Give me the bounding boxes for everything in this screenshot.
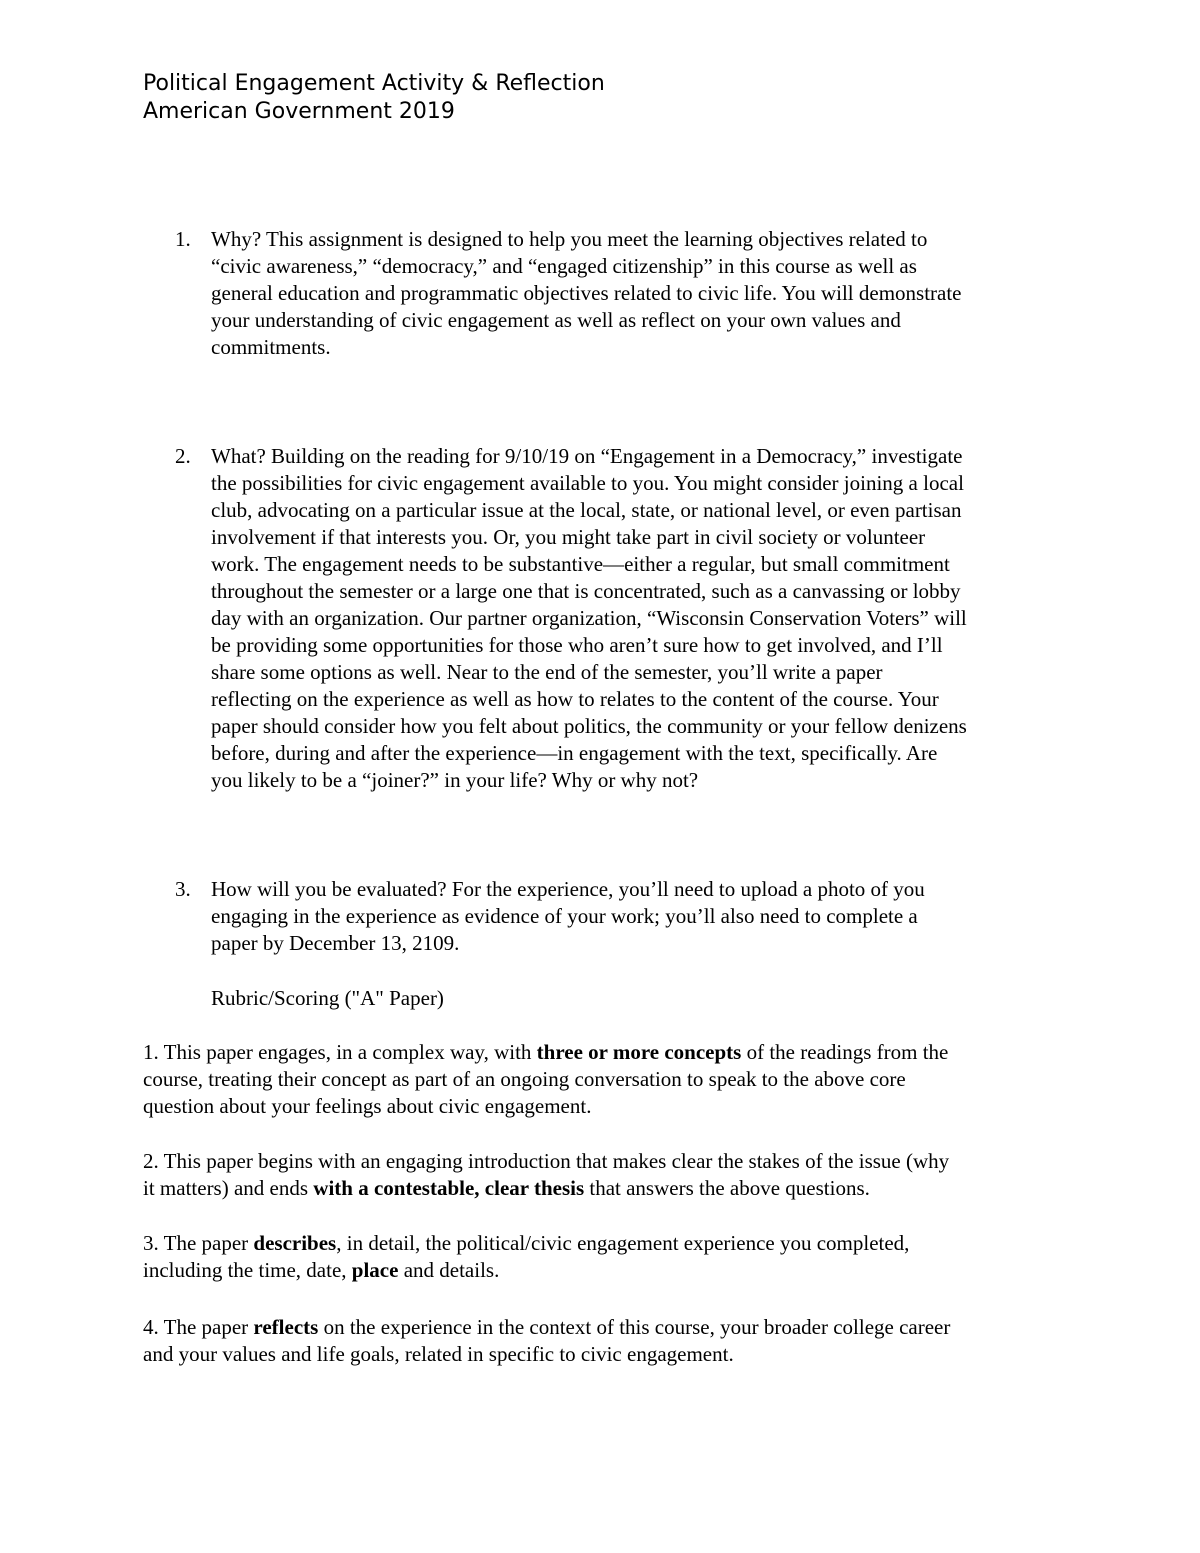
text-line: How will you be evaluated? For the experience, you’ll need to upload a photo of you	[211, 877, 925, 901]
text-segment: , in detail, the political/civic engagement experience you completed,	[336, 1231, 910, 1255]
text-line: the possibilities for civic engagement available to you. You might consider joining a local	[211, 471, 964, 495]
text-segment: including the time, date,	[143, 1258, 352, 1282]
text-line	[143, 1257, 1103, 1284]
emphasis-text: reflects	[253, 1315, 319, 1339]
text-line: general education and programmatic objectives related to civic life. You will demonstrate	[211, 281, 962, 305]
rubric-criterion	[143, 1039, 1103, 1120]
text-line: Why? This assignment is designed to help you meet the learning objectives related to	[211, 227, 928, 251]
text-line: before, during and after the experience—in engagement with the text, specifically. Are	[211, 741, 938, 765]
text-line: work. The engagement needs to be substantive—either a regular, but small commitment	[211, 552, 950, 576]
text-line: paper by December 13, 2109.	[211, 931, 460, 955]
list-item-text	[211, 876, 1075, 957]
text-line: day with an organization. Our partner organization, “Wisconsin Conservation Voters” will	[211, 606, 967, 630]
emphasis-text: three or more concepts	[536, 1040, 742, 1064]
text-line: be providing some opportunities for those who aren’t sure how to get involved, and I’ll	[211, 633, 943, 657]
text-segment: it matters) and ends	[143, 1176, 314, 1200]
text-line	[143, 1039, 1103, 1066]
text-line	[143, 1175, 1103, 1202]
rubric-criterion	[143, 1148, 1103, 1202]
text-line	[143, 1314, 1103, 1341]
list-item-number: 1.	[175, 227, 191, 251]
text-line: paper should consider how you felt about politics, the community or your fellow denizens	[211, 714, 967, 738]
text-line: share some options as well. Near to the end of the semester, you’ll write a paper	[211, 660, 883, 684]
text-line: and your values and life goals, related in specific to civic engagement.	[143, 1342, 734, 1366]
text-line: your understanding of civic engagement as well as reflect on your own values and	[211, 308, 901, 332]
text-line: What? Building on the reading for 9/10/19 on “Engagement in a Democracy,” investigate	[211, 444, 963, 468]
rubric-criterion	[143, 1314, 1103, 1368]
text-line: question about your feelings about civic engagement.	[143, 1094, 592, 1118]
text-segment: 1. This paper engages, in a complex way, with	[143, 1040, 537, 1064]
text-line: “civic awareness,” “democracy,” and “engaged citizenship” in this course as well as	[211, 254, 917, 278]
document-subtitle: American Government 2019	[143, 99, 455, 124]
text-segment: that answers the above questions.	[584, 1176, 870, 1200]
emphasis-text: describes	[253, 1231, 337, 1255]
emphasis-text: with a contestable, clear thesis	[313, 1176, 585, 1200]
emphasis-text: place	[351, 1258, 399, 1282]
text-line: course, treating their concept as part of an ongoing conversation to speak to the above core	[143, 1067, 906, 1091]
rubric-heading: Rubric/Scoring ("A" Paper)	[211, 986, 444, 1010]
text-segment: of the readings from the	[741, 1040, 949, 1064]
list-item-number: 2.	[175, 444, 191, 468]
text-line: reflecting on the experience as well as how to relates to the content of the course. Your	[211, 687, 939, 711]
text-line: involvement if that interests you. Or, you might take part in civil society or volunteer	[211, 525, 926, 549]
text-line: engaging in the experience as evidence of your work; you’ll also need to complete a	[211, 904, 918, 928]
text-segment: on the experience in the context of this course, your broader college career	[318, 1315, 951, 1339]
text-line: club, advocating on a particular issue at the local, state, or national level, or even partisan	[211, 498, 962, 522]
text-line	[143, 1230, 1103, 1257]
text-line: commitments.	[211, 335, 331, 359]
list-item-number: 3.	[175, 877, 191, 901]
list-item-text	[211, 226, 1075, 361]
text-segment: and details.	[398, 1258, 500, 1282]
text-segment: 4. The paper	[143, 1315, 254, 1339]
text-line: throughout the semester or a large one that is concentrated, such as a canvassing or lobby	[211, 579, 961, 603]
text-line: 2. This paper begins with an engaging introduction that makes clear the stakes of the issue (why	[143, 1149, 950, 1173]
list-item-text	[211, 443, 1075, 794]
text-segment: 3. The paper	[143, 1231, 254, 1255]
document-title: Political Engagement Activity & Reflection	[143, 71, 605, 96]
text-line: you likely to be a “joiner?” in your life? Why or why not?	[211, 768, 699, 792]
document-header	[143, 70, 605, 126]
rubric-criterion	[143, 1230, 1103, 1284]
